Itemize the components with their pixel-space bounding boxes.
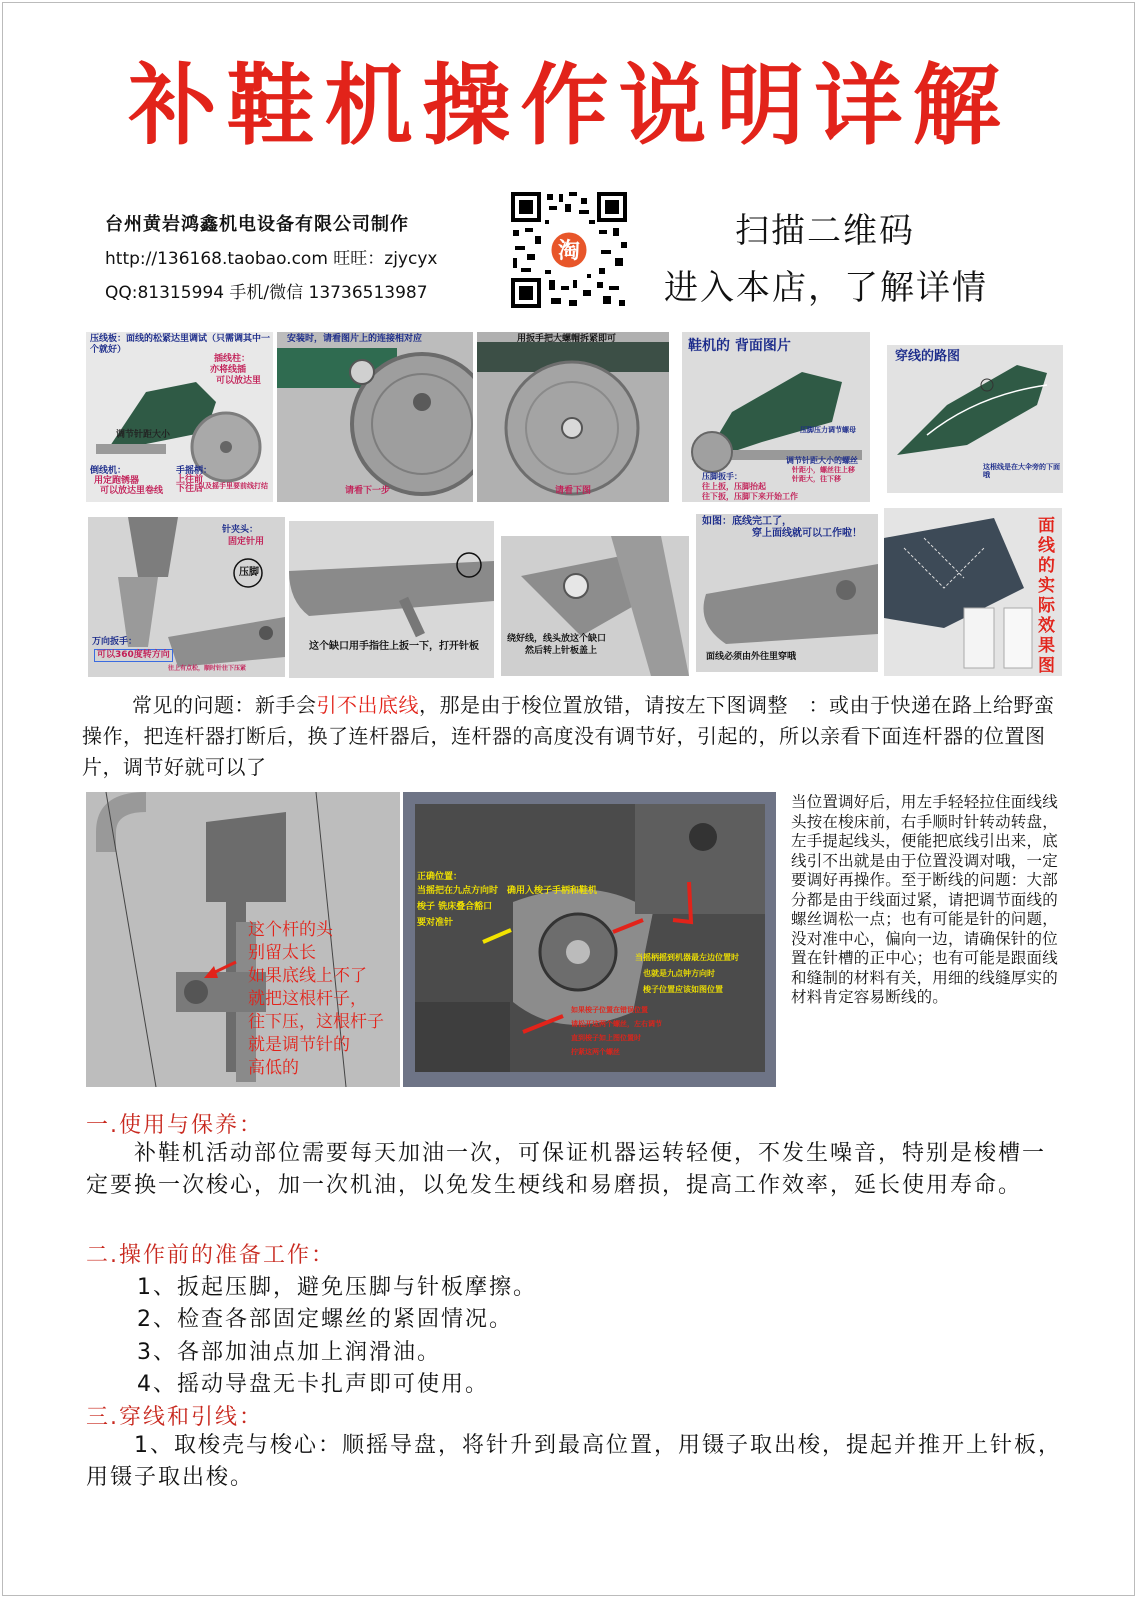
section-text-threading: 1、取梭壳与梭心：顺摇导盘，将针升到最高位置，用镊子取出梭，提起并推开上针板，用镊子取出梭。 xyxy=(86,1433,1063,1490)
photo4-caption: 鞋机的 背面图片 xyxy=(688,338,791,354)
shop-url[interactable]: http://136168.taobao.com 旺旺：zjycyx xyxy=(105,249,438,269)
photo5-caption: 穿线的路图 xyxy=(895,349,961,364)
shuttle-label: 当摇柄摇到机器最左边位置时 xyxy=(635,953,739,962)
photo1-label: 插线柱： xyxy=(214,354,251,364)
photo1-label: 调节针距大小 xyxy=(116,430,171,440)
photo-needle-clamp xyxy=(88,517,285,677)
shuttle-label: 直到梭子如上图位置时 xyxy=(571,1034,641,1042)
prep-step: 2、检查各部固定螺丝的紧固情况。 xyxy=(137,1307,513,1332)
adjustment-note: 当位置调好后，用左手轻轻拉住面线线头按在梭床前，右手顺时针转动转盘，左手提起线头，便能把底线引出来，底线引不出就是由于位置没调对哦，一定要调好再操作。至于断线的问题：大部分都是由于线面过紧，请把调节面线的螺丝调松一点；也有可能是针的问题，没对准中心，偏向一边，请确保针的位置在针槽的正中心；也有可能是跟面线和缝制的材料有关，用细的线缝厚实的材料肯定容易断线的。 xyxy=(791,793,1058,1006)
rod-label: 别留太长 xyxy=(248,943,316,963)
photo-stitch-effect xyxy=(884,508,1062,676)
photo4-label: 调节针距大小的螺丝 xyxy=(786,456,858,465)
page-title: 补鞋机操作说明详解 xyxy=(128,54,1011,157)
photo7-caption: 这个缺口用手指往上扳一下，打开针板 xyxy=(309,641,479,652)
photo8-caption2: 然后转上针板盖上 xyxy=(525,646,598,656)
shuttle-label: 正确位置： xyxy=(417,872,463,882)
rod-label: 就是调节针的 xyxy=(248,1035,350,1055)
photo1-label: 亦将线插 xyxy=(210,365,247,375)
common-issue-text xyxy=(82,690,1062,783)
photo-back-view xyxy=(682,332,870,502)
photo1-label: 手摇柄： xyxy=(176,466,213,476)
photo-install xyxy=(277,332,473,502)
photo-bottom-thread-done xyxy=(696,514,878,672)
photo6-wrench: 万向扳手： xyxy=(92,637,138,647)
photo9-caption: 如图：底线完工了， xyxy=(702,516,792,527)
section-heading-threading: 三.穿线和引线： xyxy=(86,1405,263,1430)
rod-label: 往下压，这根杆子 xyxy=(248,1012,384,1032)
photo-connecting-rod xyxy=(86,792,400,1087)
shuttle-label: 请松开这两个螺丝，左右调节 xyxy=(571,1020,662,1028)
prep-step: 1、扳起压脚，避免压脚与针板摩擦。 xyxy=(137,1275,537,1300)
photo5-note: 这根线是在大伞旁的下面哦 xyxy=(983,463,1060,480)
photo4-label: 往下扳，压脚下来开始工作 xyxy=(702,492,798,501)
shuttle-label: 拧紧这两个螺丝 xyxy=(571,1048,620,1056)
qr-code-icon xyxy=(509,190,629,310)
photo4-label: 压脚扳手： xyxy=(702,472,742,481)
shop-prompt: 进入本店，了解详情 xyxy=(664,268,988,308)
photo4-label: 压脚压力调节螺母 xyxy=(800,426,856,434)
shuttle-label: 要对准针 xyxy=(417,918,454,928)
section-heading-maintenance: 一.使用与保养： xyxy=(86,1113,263,1138)
rod-label: 就把这根杆子， xyxy=(248,989,367,1009)
photo6-foot-label: 压脚 xyxy=(239,567,259,578)
photo-shuttle-notch xyxy=(501,536,689,676)
photo6-caption: 针夹头： xyxy=(222,525,259,535)
photo1-label: 下往后 xyxy=(176,484,204,494)
section-heading-preparation: 二.操作前的准备工作： xyxy=(86,1243,335,1268)
shuttle-label: 梭子位置应该如图位置 xyxy=(643,985,723,994)
photo1-label: 以及摇手里要前线打结 xyxy=(198,482,268,490)
photo1-label: 上往前 xyxy=(176,475,204,485)
scan-prompt: 扫描二维码 xyxy=(735,211,915,251)
photo6-note: 往上有点松，顺时针往下压紧 xyxy=(168,665,247,672)
photo4-label: 往上扳，压脚抬起 xyxy=(702,482,766,491)
prep-step: 4、摇动导盘无卡扎声即可使用。 xyxy=(137,1372,489,1397)
shuttle-label: 也就是九点钟方向时 xyxy=(643,969,715,978)
photo1-caption: 压线板：面线的松紧达里调试（只需调其中一个就好） xyxy=(90,334,271,355)
photo9-caption3: 面线必须由外往里穿哦 xyxy=(706,652,797,662)
photo6-caption2: 固定针用 xyxy=(228,537,265,547)
shuttle-label: 如果梭子位置在错误位置 xyxy=(571,1006,648,1014)
company-name: 台州黄岩鸿鑫机电设备有限公司制作 xyxy=(105,214,409,235)
photo1-label: 可以放达里 xyxy=(216,376,262,386)
rod-label: 高低的 xyxy=(248,1058,299,1078)
photo-nut xyxy=(477,332,669,502)
qr-code[interactable] xyxy=(509,190,629,310)
contact-info: QQ:81315994 手机/微信 13736513987 xyxy=(105,283,428,303)
photo3-caption: 用扳手把大螺帽拆紧即可 xyxy=(517,334,617,344)
rod-label: 如果底线上不了 xyxy=(248,966,367,986)
photo1-label: 可以放达里卷线 xyxy=(100,486,164,496)
photo3-next: 请看下图 xyxy=(555,486,592,496)
shuttle-label: 当摇把在九点方向时 确用入梭子手柄和鞋机 xyxy=(417,886,598,896)
section-text-maintenance: 补鞋机活动部位需要每天加油一次，可保证机器运转轻便，不发生噪音，特别是梭槽一定要换一次梭心，加一次机油，以免发生梗线和易磨损，提高工作效率，延长使用寿命。 xyxy=(86,1141,1047,1198)
issue-highlight: 引不出底线 xyxy=(316,693,419,717)
photo8-caption: 绕好线，线头放这个缺口 xyxy=(507,634,607,644)
photo1-label: 倒线机： xyxy=(90,466,127,476)
photo4-label: 针距大，往下移 xyxy=(792,475,841,483)
photo-shuttle-position xyxy=(403,792,776,1087)
issue-pre: 常见的问题：新手会 xyxy=(132,693,317,717)
prep-step: 3、各部加油点加上润滑油。 xyxy=(137,1340,441,1365)
photo4-label: 针距小，螺丝往上移 xyxy=(792,466,855,474)
photo2-caption: 安装时，请看图片上的连接相对应 xyxy=(287,334,423,344)
photo-threading-path xyxy=(887,345,1063,493)
photo9-caption2: 穿上面线就可以工作啦！ xyxy=(752,528,862,539)
shuttle-label: 梭子 铣床叠合豁口 xyxy=(417,902,493,912)
qr-badge: 淘 xyxy=(557,239,581,264)
photo-needle-plate xyxy=(289,521,494,678)
rod-label: 这个杆的头 xyxy=(248,920,333,940)
photo2-next: 请看下一步 xyxy=(345,486,391,496)
photo-machine-front xyxy=(86,332,273,502)
photo1-label: 用定跑锈器 xyxy=(94,476,140,486)
issue-post: ，那是由于梭位置放错，请按左下图调整 ：或由于快递在路上给野蛮操作，把连杆器打断后，换了连杆器后，连杆器的高度没有调节好，引起的，所以亲看下面连杆器的位置图片，调节好就可以了 xyxy=(82,693,1055,779)
photo6-rotate: 可以360度转方向 xyxy=(94,649,173,662)
photo10-caption: 面线的实际效果图 xyxy=(1038,516,1055,676)
